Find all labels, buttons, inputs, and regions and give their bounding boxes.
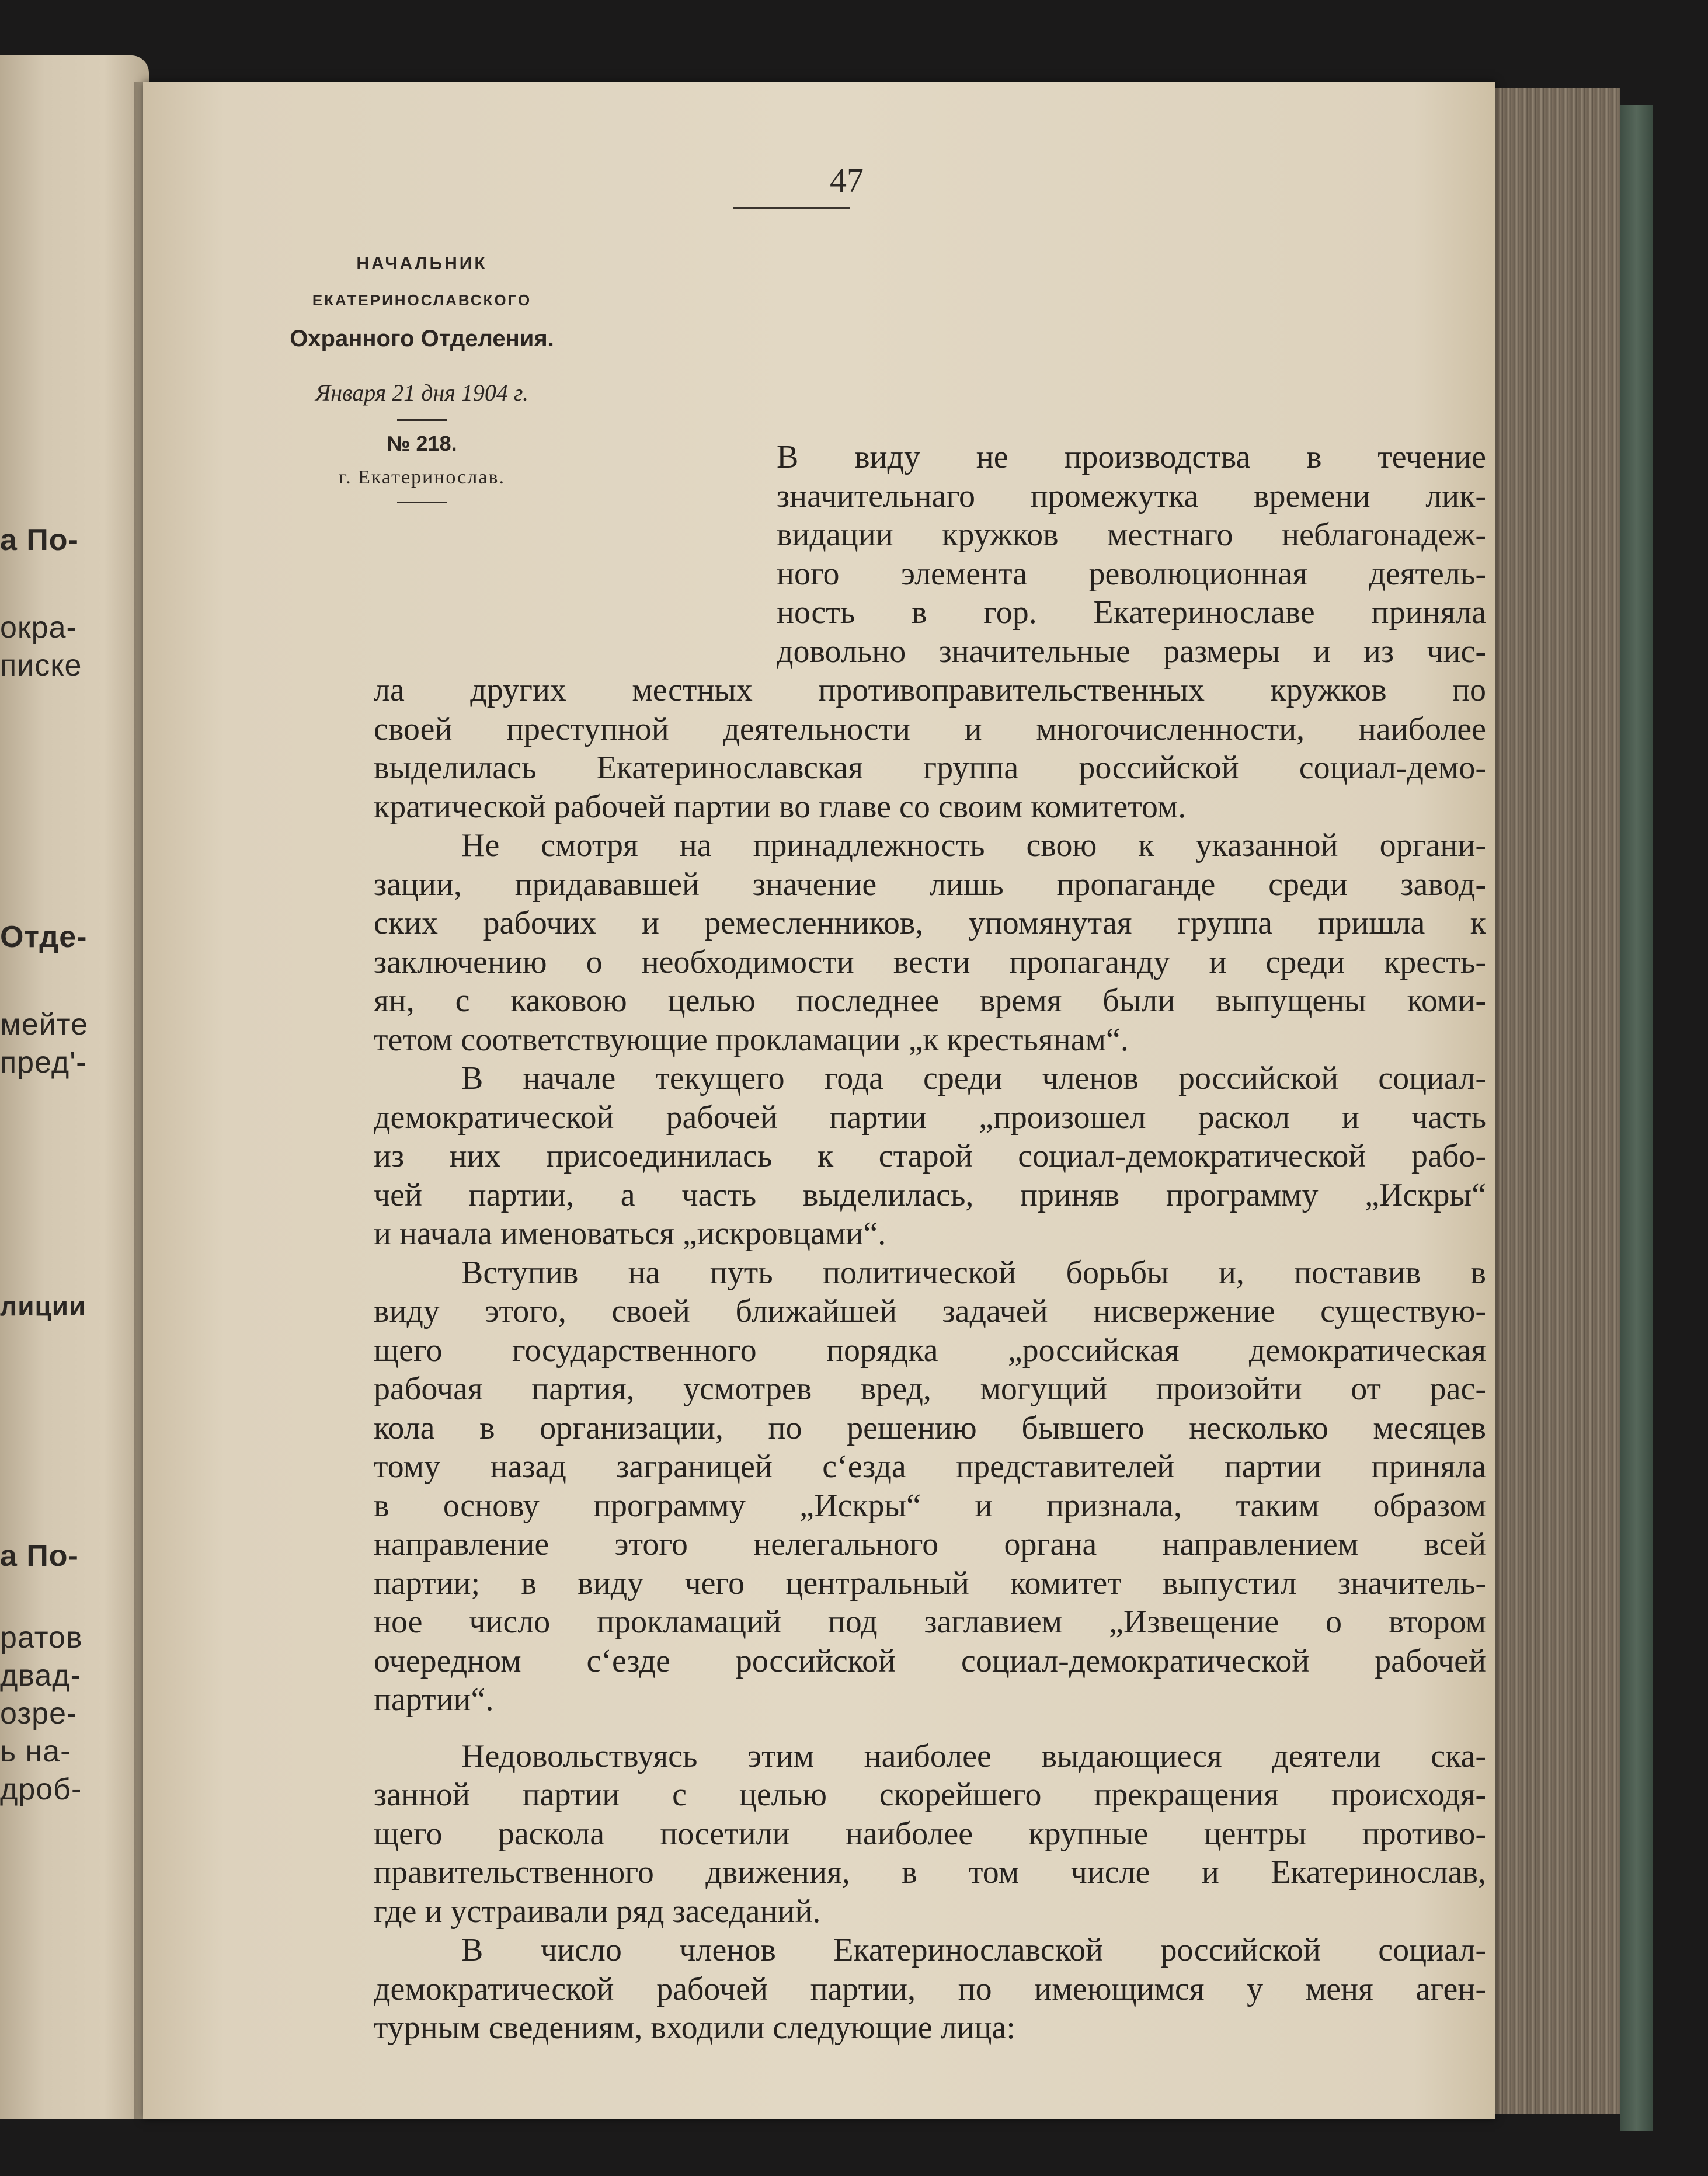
text-line: ность в гор. Екатеринославе приняла [777, 594, 1486, 631]
text-line: В виду не производства в течение [777, 439, 1486, 475]
text-line: демократической рабочей партии, по имеющимся у меня аген- [374, 1970, 1486, 2007]
text-line: довольно значительные размеры и из чис- [777, 633, 1486, 670]
document-page [143, 82, 1495, 2119]
text-line: значительнаго промежутка времени лик- [777, 478, 1486, 514]
left-fragment: мейте [0, 1008, 88, 1042]
text-line: правительственного движения, в том числе и Екатеринослав, [374, 1854, 1486, 1890]
text-line: выделилась Екатеринославская группа российской социал-демо- [374, 750, 1486, 786]
text-line: тому назад заграницей с‘езда представителей партии приняла [374, 1449, 1486, 1485]
text-line: видации кружков местнаго неблагонадеж- [777, 517, 1486, 553]
text-line: направление этого нелегального органа направлением всей [374, 1526, 1486, 1562]
letterhead-subtitle: ЕКАТЕРИНОСЛАВСКОГО [312, 291, 532, 309]
text-line: Не смотря на принадлежность свою к указанной органи- [461, 827, 1486, 864]
text-line: заключению о необходимости вести пропаганду и среди кресть- [374, 943, 1486, 980]
page-edges [1495, 88, 1620, 2114]
text-line: щего раскола посетили наиболее крупные центры противо- [374, 1815, 1486, 1852]
page-number-rule [733, 207, 850, 209]
text-line: Недовольствуясь этим наиболее выдающиеся деятели ска- [461, 1738, 1486, 1774]
left-fragment: озре- [0, 1697, 78, 1731]
text-line: ских рабочих и ремесленников, упомянутая группа пришла к [374, 905, 1486, 941]
text-line: ного элемента революционная деятель- [777, 555, 1486, 592]
text-line: ян, с каковою целью последнее время были выпущены коми- [374, 983, 1486, 1019]
text-line: ла других местных противоправительственных кружков по [374, 672, 1486, 708]
previous-page [0, 55, 149, 2119]
divider [397, 419, 447, 421]
left-fragment: ь на- [0, 1735, 71, 1768]
text-line: из них присоединилась к старой социал-демократической рабо- [374, 1138, 1486, 1174]
letter-date: Января 21 дня 1904 г. [315, 380, 529, 406]
previous-page-text [0, 55, 149, 2119]
page-number: 47 [830, 161, 864, 199]
text-line: чей партии, а часть выделилась, приняв программу „Искры“ [374, 1176, 1486, 1213]
left-fragment: а По- [0, 1539, 79, 1573]
text-line: кратической рабочей партии во главе со своим комитетом. [374, 788, 1187, 825]
text-line: тетом соответствующие прокламации „к крестьянам“. [374, 1021, 1129, 1058]
text-line: турным сведениям, входили следующие лица: [374, 2010, 1015, 2046]
left-fragment: ратов [0, 1621, 83, 1655]
text-line: очередном с‘езде российской социал-демократической рабочей [374, 1642, 1486, 1679]
letter-city: г. Екатеринослав. [339, 466, 505, 488]
text-line: В число членов Екатеринославской российской социал- [461, 1932, 1486, 1968]
text-line: рабочая партия, усмотрев вред, могущий произойти от рас- [374, 1371, 1486, 1407]
text-line: партии; в виду чего центральный комитет выпустил значитель- [374, 1565, 1486, 1601]
text-line: партии“. [374, 1681, 494, 1718]
left-fragment: пред'- [0, 1046, 87, 1080]
text-line: кола в организации, по решению бывшего несколько месяцев [374, 1409, 1486, 1446]
left-fragment: двад- [0, 1659, 81, 1693]
left-fragment: окра- [0, 611, 77, 645]
text-line: занной партии с целью скорейшего прекращения происходя- [374, 1777, 1486, 1813]
text-line: демократической рабочей партии „произошел раскол и часть [374, 1099, 1486, 1136]
left-fragment: дроб- [0, 1773, 82, 1806]
text-line: В начале текущего года среди членов российской социал- [461, 1060, 1486, 1096]
text-line: зации, придававшей значение лишь пропаганде среди завод- [374, 866, 1486, 903]
body-text [374, 438, 1486, 2048]
text-line: своей преступной деятельности и многочисленности, наиболее [374, 711, 1486, 747]
left-fragment: лиции [0, 1291, 86, 1321]
text-line: в основу программу „Искры“ и признала, таким образом [374, 1487, 1486, 1524]
left-fragment: а По- [0, 523, 79, 557]
left-fragment: писке [0, 649, 82, 683]
letterhead-title: НАЧАЛЬНИК [356, 254, 488, 273]
book-cover [1620, 105, 1653, 2131]
text-line: и начала именоваться „искровцами“. [374, 1216, 886, 1252]
letter-number: № 218. [387, 431, 457, 455]
text-line: щего государственного порядка „российская демократическая [374, 1332, 1486, 1369]
text-line: где и устраивали ряд заседаний. [374, 1893, 821, 1930]
left-fragment: Отде- [0, 920, 88, 954]
text-line: Вступив на путь политической борьбы и, поставив в [461, 1254, 1486, 1291]
text-line: ное число прокламаций под заглавием „Извещение о втором [374, 1604, 1486, 1640]
letterhead-department: Охранного Отделения. [290, 326, 554, 351]
text-line: виду этого, своей ближайшей задачей нисвержение существую- [374, 1293, 1486, 1329]
